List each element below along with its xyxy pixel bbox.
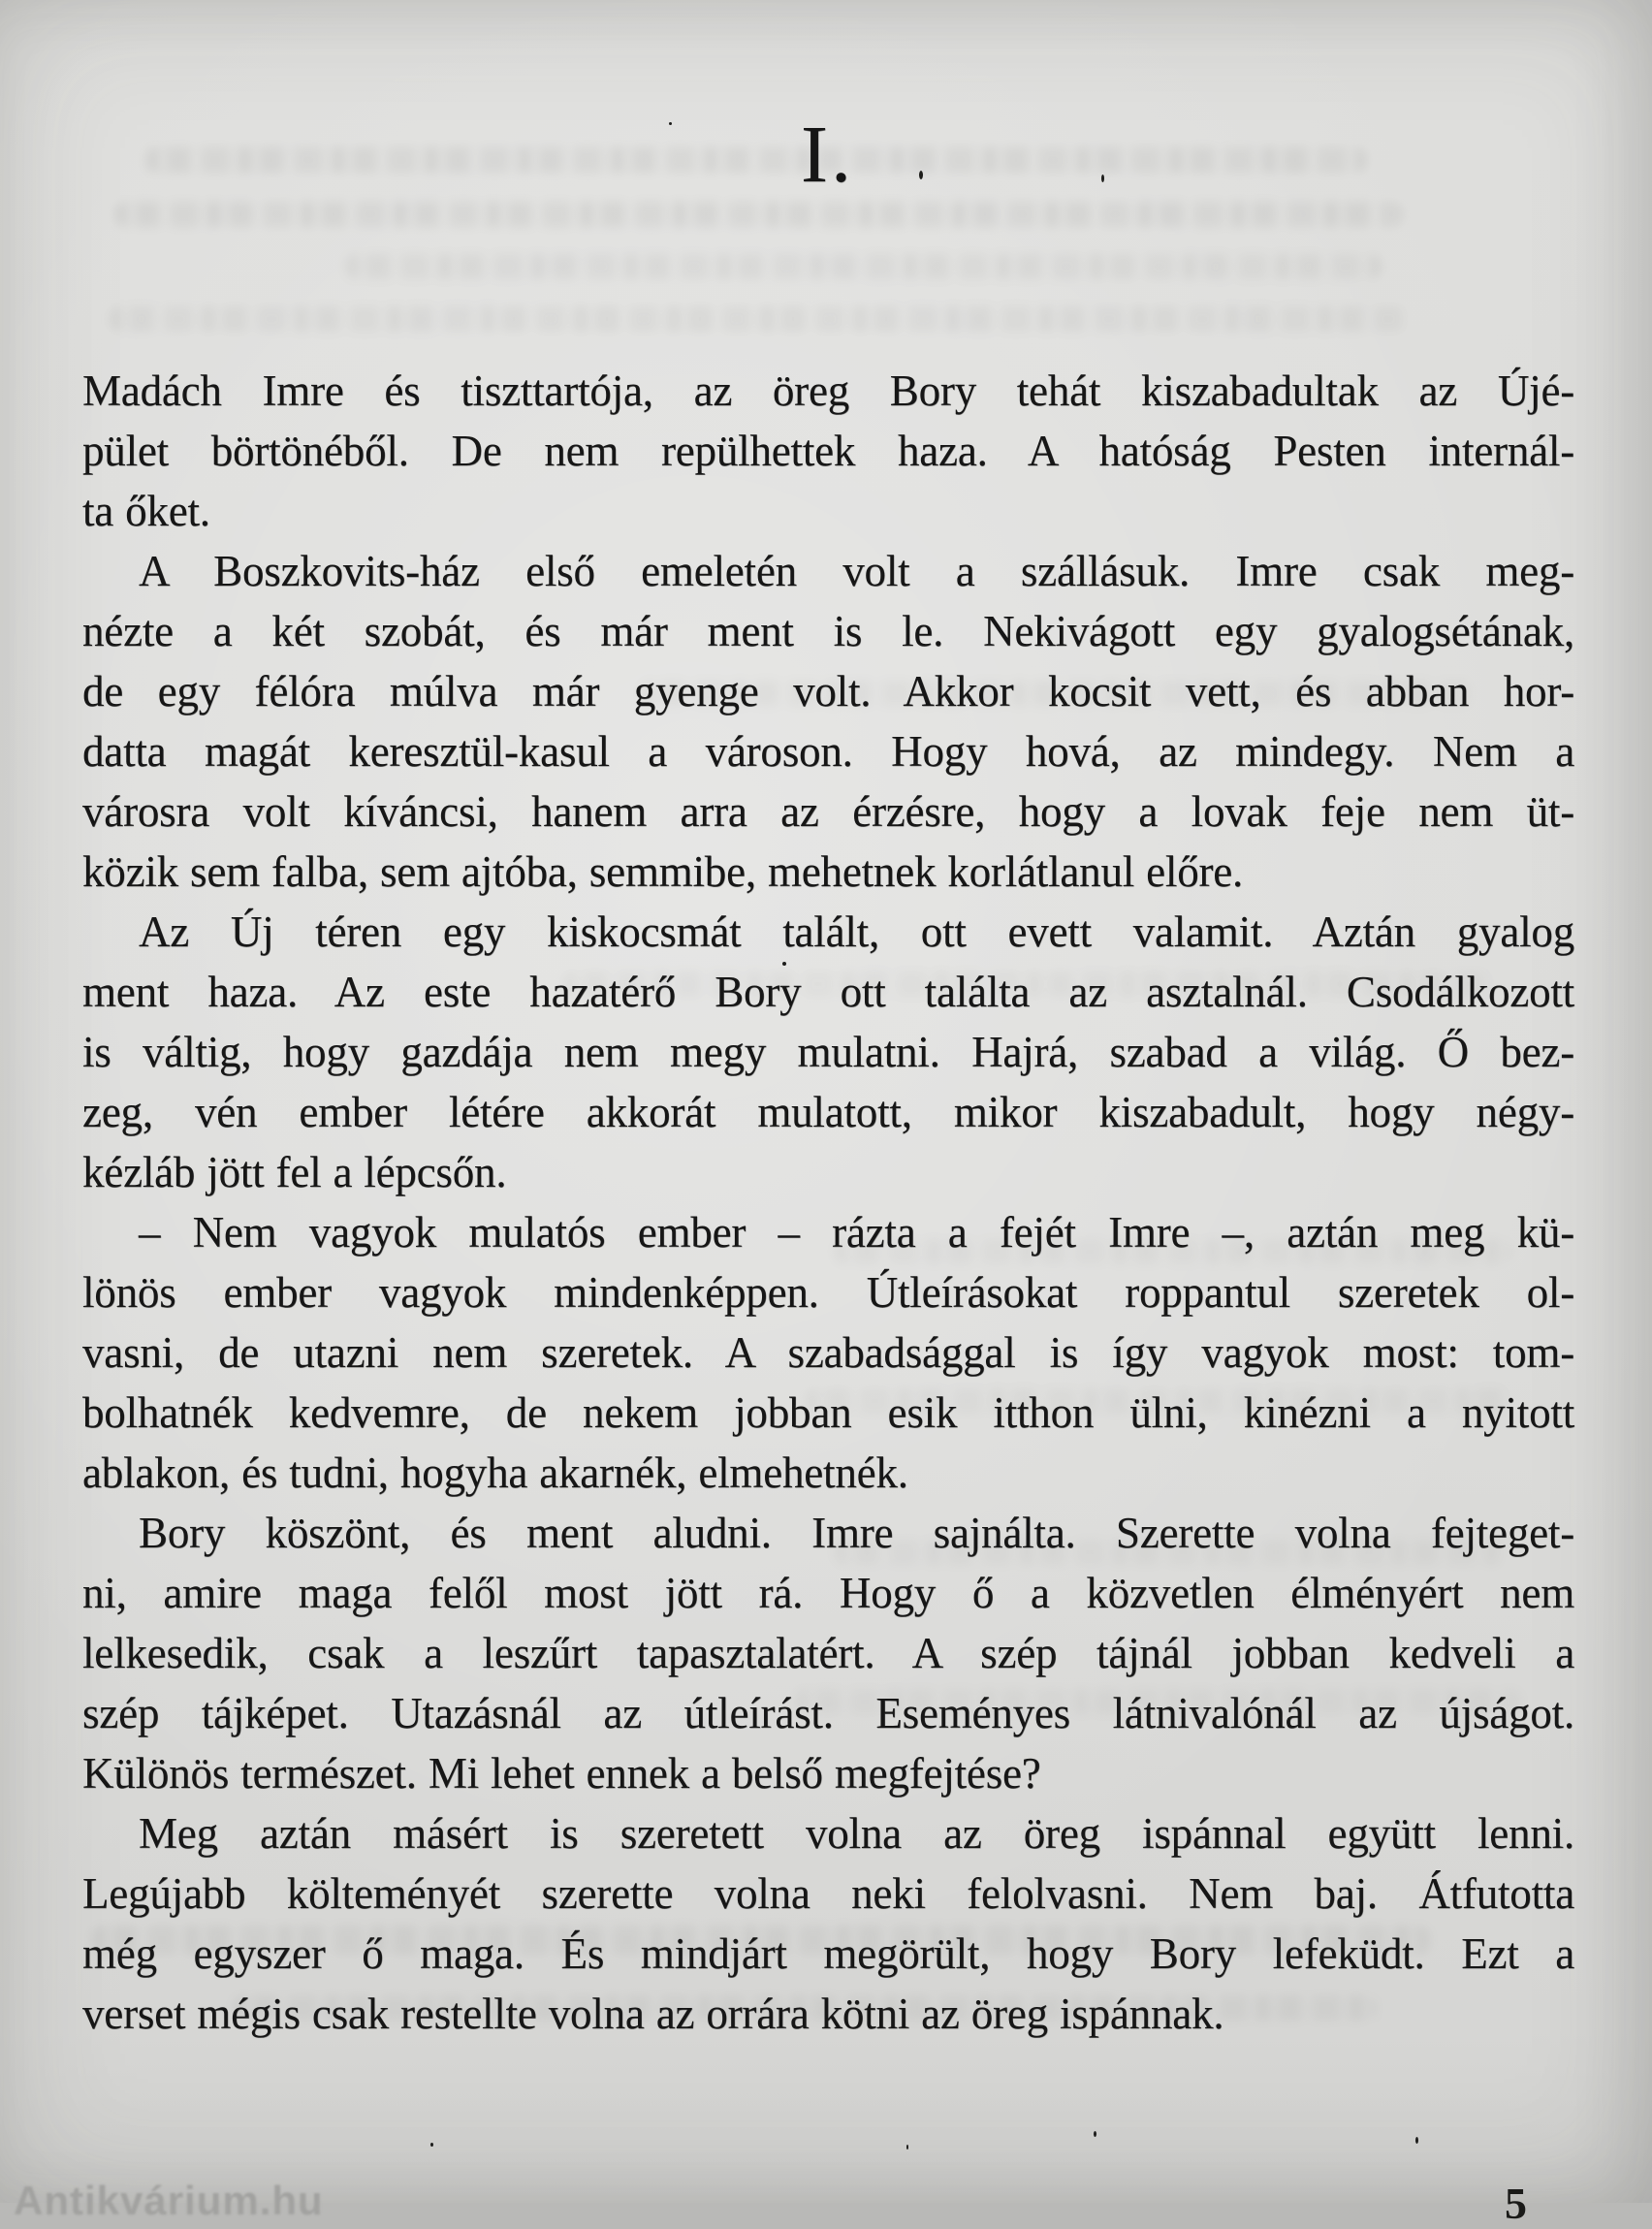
text-line: datta magát keresztül-kasul a városon. Hogy hová, az mindegy. Nem a [82, 727, 1574, 776]
text-line: Meg aztán másért is szeretett volna az öreg ispánnal együtt lenni. [139, 1809, 1574, 1858]
text-line: ablakon, és tudni, hogyha akarnék, elmehetnék. [82, 1449, 908, 1497]
text-line: lelkesedik, csak a leszűrt tapasztalatért. A szép tájnál jobban kedveli a [82, 1629, 1574, 1677]
text-line: még egyszer ő maga. És mindjárt megörült, hogy Bory lefeküdt. Ezt a [82, 1929, 1574, 1978]
scan-speck [906, 2145, 908, 2149]
print-bleed-through [114, 202, 1404, 227]
scan-speck [1094, 2131, 1096, 2137]
text-block [82, 361, 1574, 2044]
text-line: bolhatnék kedvemre, de nekem jobban esik itthon ülni, kinézni a nyitott [82, 1388, 1574, 1437]
scan-speck [430, 2143, 433, 2147]
text-line: ni, amire maga felől most jött rá. Hogy ő a közvetlen élményért nem [82, 1569, 1574, 1617]
text-line: lönös ember vagyok mindenképpen. Útleírásokat roppantul szeretek ol- [82, 1268, 1574, 1317]
scan-speck [1415, 2137, 1418, 2144]
chapter-heading: I. [801, 110, 854, 200]
text-line: Bory köszönt, és ment aludni. Imre sajnálta. Szerette volna fejteget- [139, 1509, 1574, 1557]
paragraph [82, 1202, 1574, 1503]
text-line: ment haza. Az este hazatérő Bory ott találta az asztalnál. Csodálkozott [82, 968, 1574, 1016]
text-line: verset mégis csak restellte volna az orrára kötni az öreg ispánnak. [82, 1990, 1224, 2038]
page-number: 5 [1505, 2179, 1527, 2228]
print-bleed-through [109, 306, 1408, 332]
text-line: Különös természet. Mi lehet ennek a belső megfejtése? [82, 1749, 1041, 1798]
text-line: ta őket. [82, 487, 210, 535]
text-line: is váltig, hogy gazdája nem megy mulatni. Hajrá, szabad a világ. Ő bez- [82, 1028, 1574, 1076]
paragraph [82, 361, 1574, 541]
text-line: A Boszkovits-ház első emeletén volt a szállásuk. Imre csak meg- [139, 547, 1574, 595]
text-line: vasni, de utazni nem szeretek. A szabadsággal is így vagyok most: tom- [82, 1328, 1574, 1377]
paragraph [82, 1803, 1574, 2044]
text-line: Madách Imre és tiszttartója, az öreg Bory tehát kiszabadultak az Újé- [82, 366, 1574, 415]
text-line: városra volt kíváncsi, hanem arra az érzésre, hogy a lovak feje nem üt- [82, 787, 1574, 836]
text-line: de egy félóra múlva már gyenge volt. Akkor kocsit vett, és abban hor- [82, 667, 1574, 716]
paragraph [82, 902, 1574, 1202]
text-line: zeg, vén ember létére akkorát mulatott, mikor kiszabadult, hogy négy- [82, 1088, 1574, 1136]
text-line: Az Új téren egy kiskocsmát talált, ott evett valamit. Aztán gyalog [139, 908, 1574, 956]
antikvarium-watermark: Antikvárium.hu [14, 2178, 324, 2223]
text-line: pület börtönéből. De nem repülhettek haza. A hatóság Pesten internál- [82, 427, 1574, 475]
text-line: – Nem vagyok mulatós ember – rázta a fejét Imre –, aztán meg kü- [139, 1208, 1574, 1257]
text-line: nézte a két szobát, és már ment is le. Nekivágott egy gyalogsétának, [82, 607, 1574, 655]
text-line: Legújabb költeményét szerette volna neki felolvasni. Nem baj. Átfutotta [82, 1869, 1574, 1918]
text-line: szép tájképet. Utazásnál az útleírást. Eseményes látnivalónál az újságot. [82, 1689, 1574, 1737]
text-line: kézláb jött fel a lépcsőn. [82, 1148, 507, 1196]
paragraph [82, 541, 1574, 902]
text-line: közik sem falba, sem ajtóba, semmibe, mehetnek korlátlanul előre. [82, 847, 1244, 896]
print-bleed-through [345, 254, 1382, 279]
paragraph [82, 1503, 1574, 1803]
